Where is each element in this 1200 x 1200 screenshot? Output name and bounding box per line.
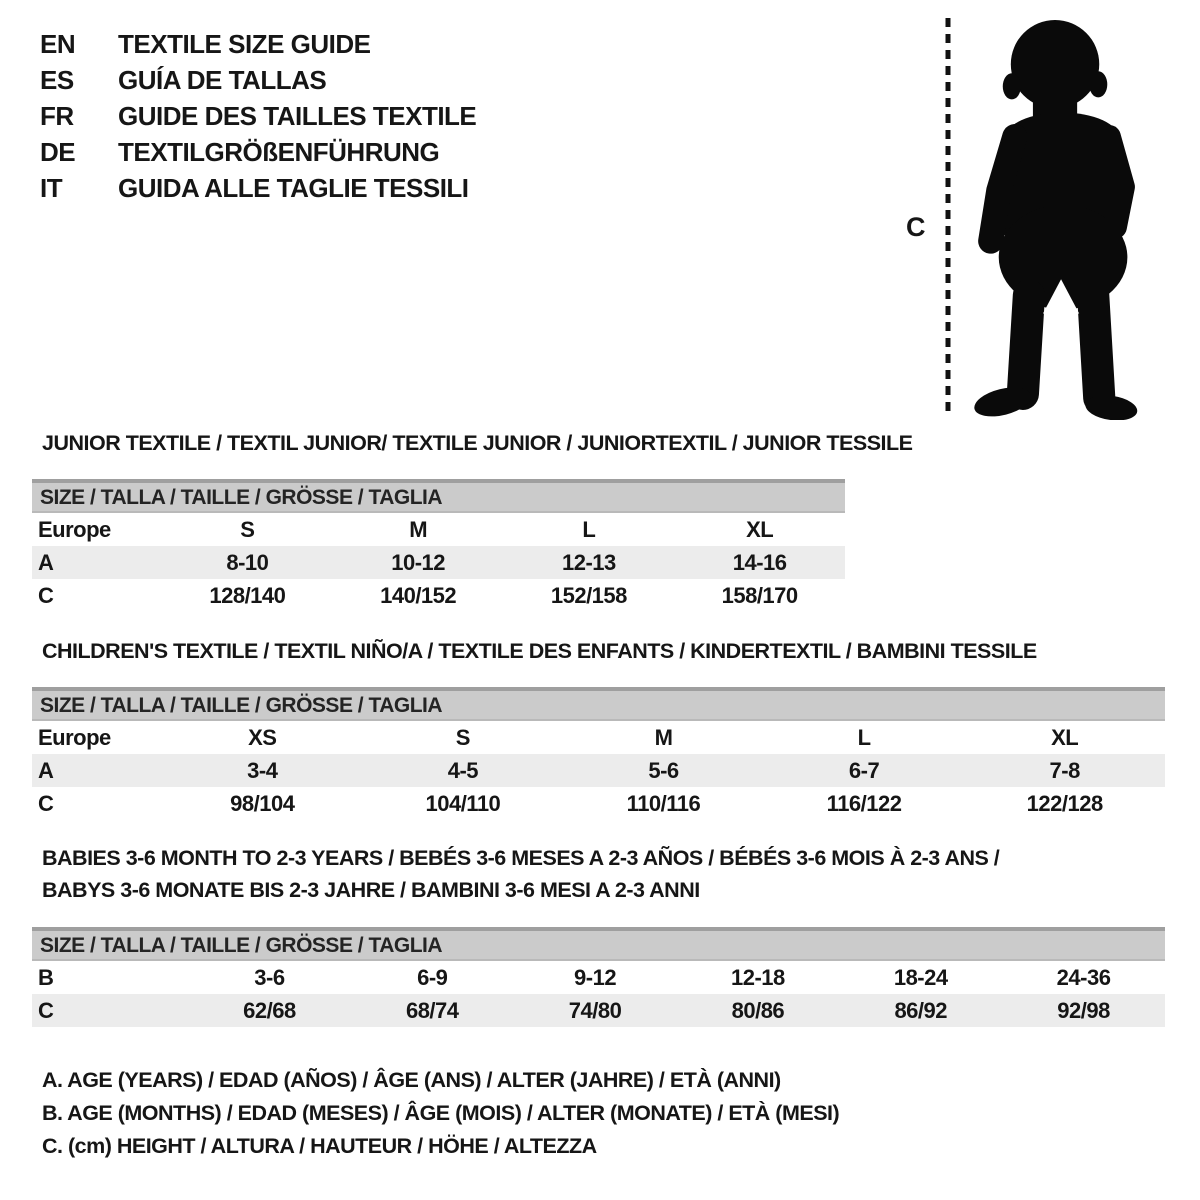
- guide-title: GUIDE DES TAILLES TEXTILE: [118, 101, 477, 131]
- size-table-row: [32, 961, 1165, 994]
- size-value-cell: S: [240, 516, 255, 542]
- size-table-row: [32, 579, 845, 612]
- size-value-cell: 158/170: [721, 582, 798, 608]
- size-value-cell: L: [582, 516, 596, 542]
- language-row: [40, 134, 476, 170]
- language-code: FR: [40, 101, 74, 131]
- language-row: [40, 26, 476, 62]
- guide-title: GUIDA ALLE TAGLIE TESSILI: [118, 173, 469, 203]
- size-value-cell: 74/80: [568, 997, 622, 1023]
- size-value-cell: 3-4: [247, 757, 278, 783]
- size-value-cell: M: [654, 724, 673, 750]
- size-table-row: [32, 721, 1165, 754]
- guide-title: GUÍA DE TALLAS: [118, 65, 327, 95]
- size-table-row: [32, 513, 845, 546]
- children-size-table: [32, 687, 1165, 820]
- size-table-row: [32, 994, 1165, 1027]
- language-code: ES: [40, 65, 74, 95]
- size-value-cell: 6-7: [848, 757, 880, 783]
- size-value-cell: 104/110: [425, 790, 501, 816]
- size-value-cell: 86/92: [894, 997, 947, 1023]
- language-row: [40, 98, 476, 134]
- babies-section-title-line1: BABIES 3-6 MONTH TO 2-3 YEARS / BEBÉS 3-6 MESES A 2-3 AÑOS / BÉBÉS 3-6 MOIS À 2-3 ANS /: [42, 846, 1000, 870]
- size-value-cell: 9-12: [574, 964, 617, 990]
- size-value-cell: 12-18: [731, 964, 785, 990]
- junior-size-table-rows: [32, 513, 845, 612]
- legend-line-age-years: A. AGE (YEARS) / EDAD (AÑOS) / ÂGE (ANS) / ALTER (JAHRE) / ETÀ (ANNI): [42, 1068, 781, 1092]
- size-value-cell: 80/86: [731, 997, 785, 1023]
- toddler-silhouette-image: [958, 14, 1140, 420]
- junior-size-table: [32, 479, 845, 612]
- size-value-cell: 68/74: [405, 997, 459, 1023]
- language-code: DE: [40, 137, 76, 167]
- size-table-row: [32, 754, 1165, 787]
- row-label: C: [38, 582, 54, 608]
- size-value-cell: XL: [746, 516, 774, 542]
- size-value-cell: 7-8: [1049, 757, 1080, 783]
- junior-section-title: JUNIOR TEXTILE / TEXTIL JUNIOR/ TEXTILE JUNIOR / JUNIORTEXTIL / JUNIOR TESSILE: [42, 431, 913, 455]
- size-value-cell: 128/140: [209, 582, 286, 608]
- legend-line-age-months: B. AGE (MONTHS) / EDAD (MESES) / ÂGE (MOIS) / ALTER (MONATE) / ETÀ (MESI): [42, 1101, 840, 1125]
- size-value-cell: XS: [248, 724, 277, 750]
- babies-section-title-line2: BABYS 3-6 MONATE BIS 2-3 JAHRE / BAMBINI 3-6 MESI A 2-3 ANNI: [42, 878, 700, 902]
- legend-line-height-cm: C. (cm) HEIGHT / ALTURA / HAUTEUR / HÖHE / ALTEZZA: [42, 1134, 597, 1158]
- size-value-cell: 24-36: [1056, 964, 1111, 990]
- language-title-list: [40, 26, 476, 206]
- babies-size-table-rows: [32, 961, 1165, 1027]
- size-table-row: [32, 546, 845, 579]
- size-table-row: [32, 787, 1165, 820]
- size-value-cell: XL: [1051, 724, 1079, 750]
- size-value-cell: 122/128: [1026, 790, 1103, 816]
- children-section-title: CHILDREN'S TEXTILE / TEXTIL NIÑO/A / TEXTILE DES ENFANTS / KINDERTEXTIL / BAMBINI TESSILE: [42, 639, 1037, 663]
- size-value-cell: 5-6: [648, 757, 679, 783]
- language-code: IT: [40, 173, 63, 203]
- size-value-cell: 98/104: [230, 790, 295, 816]
- height-measure-label: C: [906, 212, 925, 242]
- size-value-cell: S: [455, 724, 470, 750]
- language-code: EN: [40, 29, 76, 59]
- size-value-cell: 6-9: [417, 964, 448, 990]
- size-table-header: SIZE / TALLA / TAILLE / GRÖSSE / TAGLIA: [32, 687, 1165, 721]
- size-value-cell: 152/158: [550, 582, 627, 608]
- row-label: Europe: [38, 516, 111, 542]
- children-size-table-rows: [32, 721, 1165, 820]
- size-table-header: SIZE / TALLA / TAILLE / GRÖSSE / TAGLIA: [32, 927, 1165, 961]
- size-value-cell: 110/116: [626, 790, 701, 816]
- language-row: [40, 62, 476, 98]
- row-label: B: [38, 964, 54, 990]
- size-value-cell: 14-16: [732, 549, 787, 575]
- row-label: C: [38, 997, 54, 1023]
- size-value-cell: 140/152: [380, 582, 457, 608]
- size-value-cell: 62/68: [243, 997, 296, 1023]
- size-value-cell: 116/122: [826, 790, 902, 816]
- size-value-cell: L: [857, 724, 871, 750]
- size-value-cell: 92/98: [1057, 997, 1110, 1023]
- row-label: A: [38, 757, 54, 783]
- size-table-header: SIZE / TALLA / TAILLE / GRÖSSE / TAGLIA: [32, 479, 845, 513]
- size-value-cell: 8-10: [226, 549, 269, 575]
- size-value-cell: 4-5: [447, 757, 479, 783]
- size-value-cell: 18-24: [893, 964, 948, 990]
- legend: [42, 1064, 839, 1163]
- size-value-cell: 12-13: [561, 549, 616, 575]
- guide-title: TEXTILGRÖßENFÜHRUNG: [118, 137, 440, 167]
- row-label: Europe: [38, 724, 111, 750]
- guide-title: TEXTILE SIZE GUIDE: [118, 29, 371, 59]
- size-value-cell: 3-6: [254, 964, 285, 990]
- row-label: A: [38, 549, 54, 575]
- babies-size-table: [32, 927, 1165, 1027]
- size-value-cell: 10-12: [391, 549, 446, 575]
- height-measure-dashed-line: [943, 14, 953, 420]
- row-label: C: [38, 790, 54, 816]
- size-value-cell: M: [409, 516, 428, 542]
- language-row: [40, 170, 476, 206]
